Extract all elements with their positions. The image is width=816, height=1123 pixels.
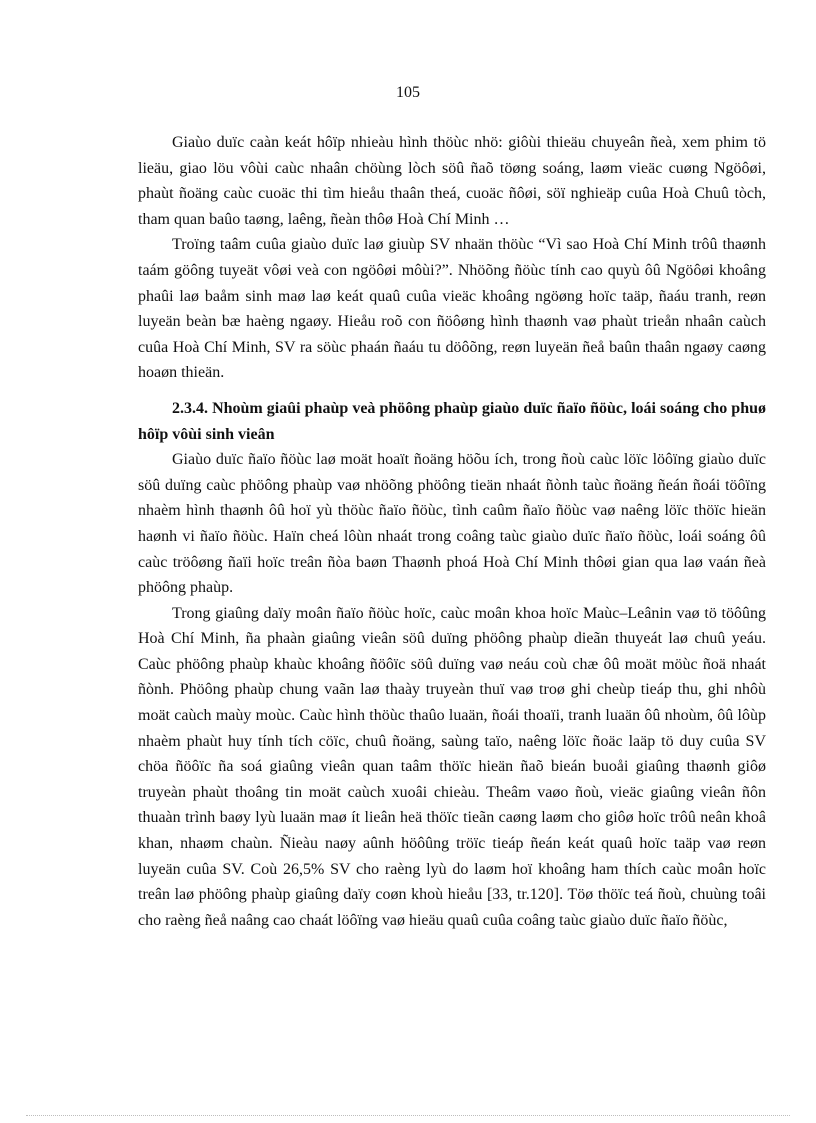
page-number: 105 — [396, 84, 420, 101]
paragraph: Trong giaûng daïy moân ñaïo ñöùc hoïc, caùc moân khoa hoïc Maùc–Leânin vaø tö töôûng Hoà Chí Minh, ña phaàn giaûng vieân söû duïng phöông phaùp dieãn thuyeát laø chuû yeáu. Caùc phöông phaùp khaùc khoâng ñöôïc söû duïng vaø neáu coù chæ ôû moät möùc ñoä nhaát ñònh. Phöông phaùp chung vaãn laø thaày truyeàn thuï vaø troø ghi cheùp tieáp thu, ghi nhôù moät caùch maùy moùc. Caùc hình thöùc thaûo luaän, ñoái thoaïi, tranh luaän ôû nhoùm, ôû lôùp nhaèm phaùt huy tính tích cöïc, chuû ñoäng, saùng taïo, naêng löïc ñoäc laäp tö duy cuûa SV chöa ñöôïc ña soá giaûng vieân quan taâm thöïc hieän ñaõ bieán buoåi giaûng thaønh giôø truyeàn phaùt thoâng tin moät caùch xuoâi chieàu. Theâm vaøo ñoù, vieäc giaûng vieân ñôn thuaàn trình baøy lyù luaän maø ít lieân heä thöïc tieãn caøng laøm cho giôø hoïc trôû neân khoâ khan, nhaøm chaùn. Ñieàu naøy aûnh höôûng tröïc tieáp ñeán keát quaû hoïc taäp vaø reøn luyeän cuûa SV. Coù 26,5% SV cho raèng lyù do laøm hoï khoâng ham thích caùc moân hoïc treân laø phöông phaùp giaûng daïy coøn khoù hieåu [33, tr.120]. Töø thöïc teá ñoù, chuùng toâi cho raèng ñeå naâng cao chaát löôïng vaø hieäu quaû cuûa coâng taùc giaùo duïc ñaïo ñöùc, — [138, 604, 766, 929]
document-body — [138, 130, 766, 933]
paragraph: Giaùo duïc ñaïo ñöùc laø moät hoaït ñoäng höõu ích, trong ñoù caùc löïc löôïng giaùo duïc söû duïng caùc phöông phaùp vaø nhöõng phöông tieän nhaát ñònh taùc ñoäng ñeán ñoái töôïng nhaèm hình thaønh ôû hoï yù thöùc ñaïo ñöùc, tình caûm ñaïo ñöùc vaø naêng löïc thöïc hieän haønh vi ñaïo ñöùc. Haïn cheá lôùn nhaát trong coâng taùc giaùo duïc ñaïo ñöùc, loái soáng ôû caùc tröôøng ñaïi hoïc treân ñòa baøn Thaønh phoá Hoà Chí Minh thôøi gian qua laø vaán ñeà phöông phaùp. — [138, 451, 766, 597]
paragraph: Troïng taâm cuûa giaùo duïc laø giuùp SV nhaän thöùc “Vì sao Hoà Chí Minh trôû thaønh taám göông tuyeät vôøi veà con ngöôøi môùi?”. Nhöõng ñöùc tính cao quyù ôû Ngöôøi khoâng phaûi laø baåm sinh maø laø keát quaû cuûa vieäc khoâng ngöøng hoïc taäp, ñaáu tranh, reøn luyeän beàn bæ haèng ngaøy. Hieåu roõ con ñöôøng hình thaønh vaø phaùt trieån nhaân caùch cuûa Hoà Chí Minh, SV ra söùc phaán ñaáu tu döôõng, reøn luyeän ñeå baûn thaân ngaøy caøng hoaøn thieän. — [138, 236, 766, 382]
paragraph: Giaùo duïc caàn keát hôïp nhieàu hình thöùc nhö: giôùi thieäu chuyeân ñeà, xem phim tö lieäu, giao löu vôùi caùc nhaân chöùng lòch söû ñaõ töøng soáng, laøm vieäc cuøng Ngöôøi, phaùt ñoäng caùc cuoäc thi tìm hieåu thaân theá, cuoäc ñôøi, söï nghieäp cuûa Hoà Chuû tòch, tham quan baûo taøng, laêng, ñeàn thôø Hoà Chí Minh … — [138, 134, 766, 228]
section-heading: 2.3.4. Nhoùm giaûi phaùp veà phöông phaùp giaùo duïc ñaïo ñöùc, loái soáng cho phuø hôïp vôùi sinh vieân — [138, 399, 766, 443]
page-border — [26, 1115, 790, 1116]
